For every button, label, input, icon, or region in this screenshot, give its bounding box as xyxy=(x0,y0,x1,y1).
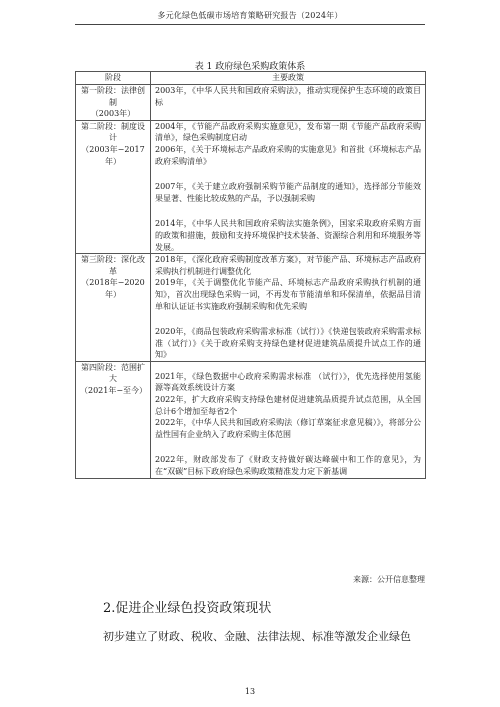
body-paragraph: 初步建立了财政、税收、金融、法律法规、标准等激发企业绿色 xyxy=(103,630,411,643)
stage-name: 第二阶段：制度设计 xyxy=(81,121,145,143)
running-header: 多元化绿色低碳市场培育策略研究报告（2024年） xyxy=(157,11,343,20)
page-number: 13 xyxy=(244,687,256,696)
stage-name: 第三阶段：深化改革 xyxy=(81,255,145,276)
table-source-note: 来源：公开信息整理 xyxy=(353,575,425,584)
policy-entry: 2022年，《中华人民共和国政府采购法（修订草案征求意见稿）》，将部分公益性国有企业纳入了政府采购主体范围 xyxy=(155,418,421,439)
table-row xyxy=(76,254,426,362)
policy-entry: 2003年，《中华人民共和国政府采购法》，推动实现保护生态环境的政策目标 xyxy=(155,86,421,107)
policy-entry: 2021年，《绿色数据中心政府采购需求标准 （试行）》，优先选择使用氢能源等高效系统设计方案 xyxy=(155,371,421,393)
stage-period: （2018年−2020年） xyxy=(81,278,145,299)
table-row xyxy=(76,120,426,253)
policy-cell xyxy=(151,254,426,362)
table-header-row xyxy=(76,72,426,85)
stage-cell xyxy=(76,120,151,253)
section-heading: 2.促进企业绿色投资政策现状 xyxy=(103,601,272,616)
policy-entry: 2020年，《商品包装政府采购需求标准（试行）》《快递包装政府采购需求标准（试行）》《关于政府采购支持绿色建材促进建筑品质提升试点工作的通知》 xyxy=(155,327,421,360)
stage-name: 第一阶段：法律创制 xyxy=(81,86,145,107)
stage-period: （2003年−2017年） xyxy=(81,144,145,166)
stage-period: （2003年） xyxy=(90,109,136,119)
column-header-policies: 主要政策 xyxy=(151,72,426,85)
stage-cell xyxy=(76,254,151,362)
policy-entry: 2019年，《关于调整优化节能产品、环境标志产品政府采购执行机制的通知》，首次出现绿色采购一词，不再发布节能清单和环保清单，依据品目清单和认证证书实施政府强制采购和优先采购 xyxy=(155,278,421,311)
stage-cell xyxy=(76,361,151,478)
column-header-stage: 阶段 xyxy=(76,72,151,85)
stage-cell xyxy=(76,85,151,121)
policy-entry: 2014年，《中华人民共和国政府采购法实施条例》，国家采取政府采购方面的政策和措施，鼓励和支持环境保护技术装备、资源综合利用和环境服务等发展。 xyxy=(155,219,421,252)
table-caption: 表 1 政府绿色采购政策体系 xyxy=(194,62,306,72)
policy-entry: 2004年，《节能产品政府采购实施意见》，发布第一期《节能产品政府采购清单》，绿色采购制度启动 xyxy=(155,121,421,143)
policy-entry: 2022年，扩大政府采购支持绿色建材促进建筑品质提升试点范围，从全国总计6个增加至每省2个 xyxy=(155,395,421,416)
policy-cell xyxy=(151,85,426,121)
policy-entry: 2007年，《关于建立政府强制采购节能产品制度的通知》，选择部分节能效果显著、性能比较成熟的产品，予以强制采购 xyxy=(155,182,421,203)
header-rule xyxy=(75,24,425,25)
table-row xyxy=(76,361,426,478)
policy-cell xyxy=(151,120,426,253)
policy-entry: 2006年，《关于环境标志产品政府采购的实施意见》和首批《环境标志产品政府采购清单》 xyxy=(155,144,421,166)
table-row xyxy=(76,85,426,121)
stage-name: 第四阶段：范围扩大 xyxy=(81,362,145,384)
stage-period: （2021年−至今） xyxy=(80,386,148,396)
policy-cell xyxy=(151,361,426,478)
policy-table xyxy=(75,71,426,479)
policy-entry: 2018年，《深化政府采购制度改革方案》，对节能产品、环境标志产品政府采购执行机制进行调整优化 xyxy=(155,255,421,276)
policy-entry: 2022年，财政部发布了《财政支持做好碳达峰碳中和工作的意见》，为在“双碳”目标下政府绿色采购政策精准发力定下新基调 xyxy=(155,455,421,477)
